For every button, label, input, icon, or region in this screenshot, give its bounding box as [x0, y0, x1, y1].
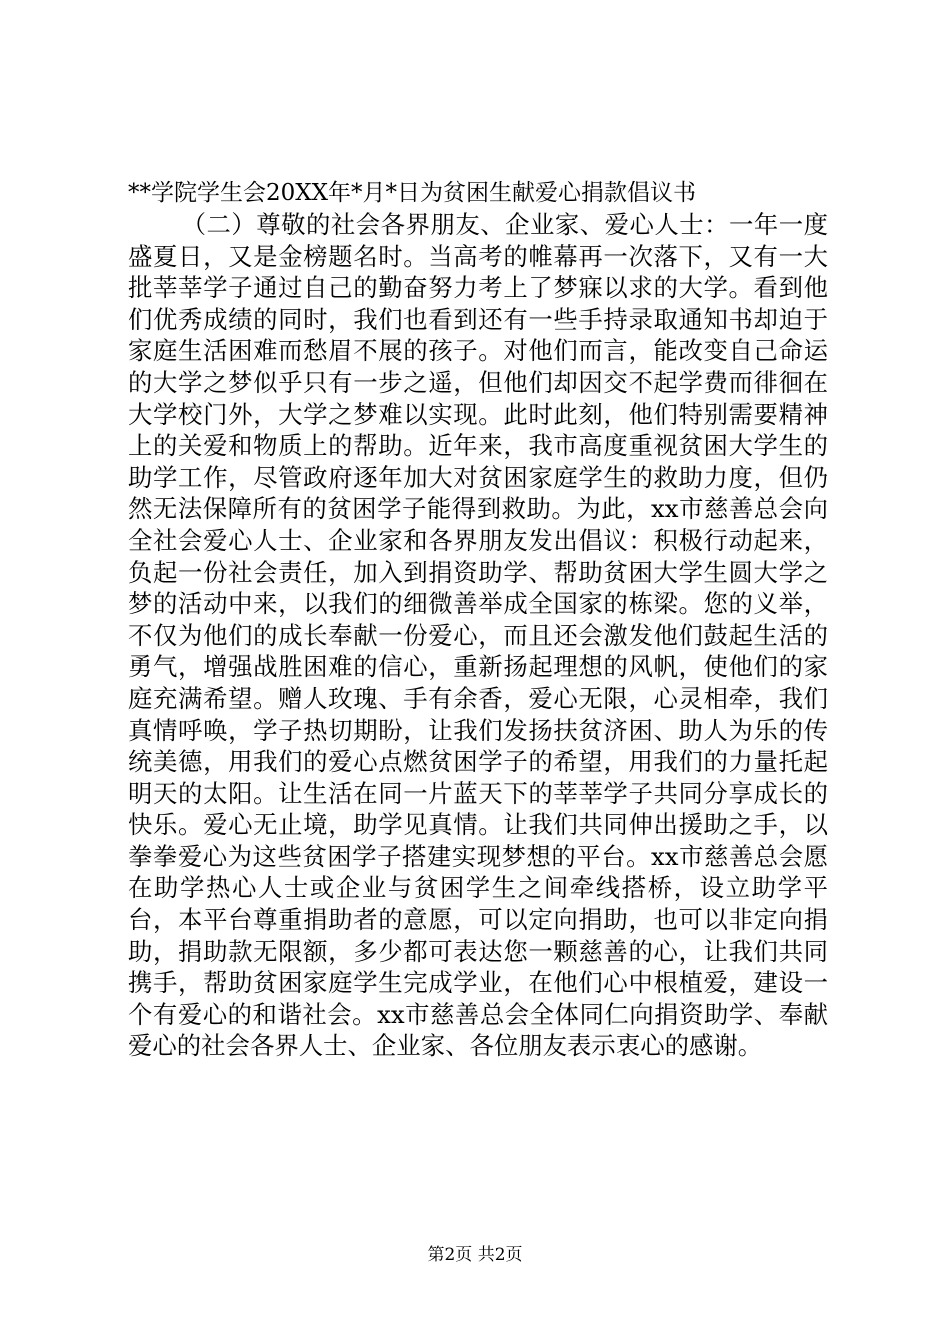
body-paragraph: （二）尊敬的社会各界朋友、企业家、爱心人士：一年一度盛夏日，又是金榜题名时。当高考的帷幕再一次落下，又有一大批莘莘学子通过自己的勤奋努力考上了梦寐以求的大学。看到他们优秀成绩的同时，我们也看到还有一些手持录取通知书却迫于家庭生活困难而愁眉不展的孩子。对他们而言，能改变自己命运的大学之梦似乎只有一步之遥，但他们却因交不起学费而徘徊在大学校门外，大学之梦难以实现。此时此刻，他们特别需要精神上的关爱和物质上的帮助。近年来，我市高度重视贫困大学生的助学工作，尽管政府逐年加大对贫困家庭学生的救助力度，但仍然无法保障所有的贫困学子能得到救助。为此，xx市慈善总会向全社会爱心人士、企业家和各界朋友发出倡议：积极行动起来，负起一份社会责任，加入到捐资助学、帮助贫困大学生圆大学之梦的活动中来，以我们的细微善举成全国家的栋梁。您的义举，不仅为他们的成长奉献一份爱心，而且还会激发他们鼓起生活的勇气，增强战胜困难的信心，重新扬起理想的风帆，使他们的家庭充满希望。赠人玫瑰、手有余香，爱心无限，心灵相牵，我们真情呼唤，学子热切期盼，让我们发扬扶贫济困、助人为乐的传统美德，用我们的爱心点燃贫困学子的希望，用我们的力量托起明天的太阳。让生活在同一片蓝天下的莘莘学子共同分享成长的快乐。爱心无止境，助学见真情。让我们共同伸出援助之手，以拳拳爱心为这些贫困学子搭建实现梦想的平台。xx市慈善总会愿在助学热心人士或企业与贫困学生之间牵线搭桥，设立助学平台，本平台尊重捐助者的意愿，可以定向捐助，也可以非定向捐助，捐助款无限额，多少都可表达您一颗慈善的心，让我们共同携手，帮助贫困家庭学生完成学业，在他们心中根植爱，建设一个有爱心的和谐社会。xx市慈善总会全体同仁向捐资助学、奉献爱心的社会各界人士、企业家、各位朋友表示衷心的感谢。 — [128, 210, 828, 1061]
document-title: **学院学生会20XX年*月*日为贫困生献爱心捐款倡议书 — [128, 180, 697, 206]
document-content — [128, 178, 828, 1062]
page-number-footer: 第2页 共2页 — [427, 1245, 523, 1265]
